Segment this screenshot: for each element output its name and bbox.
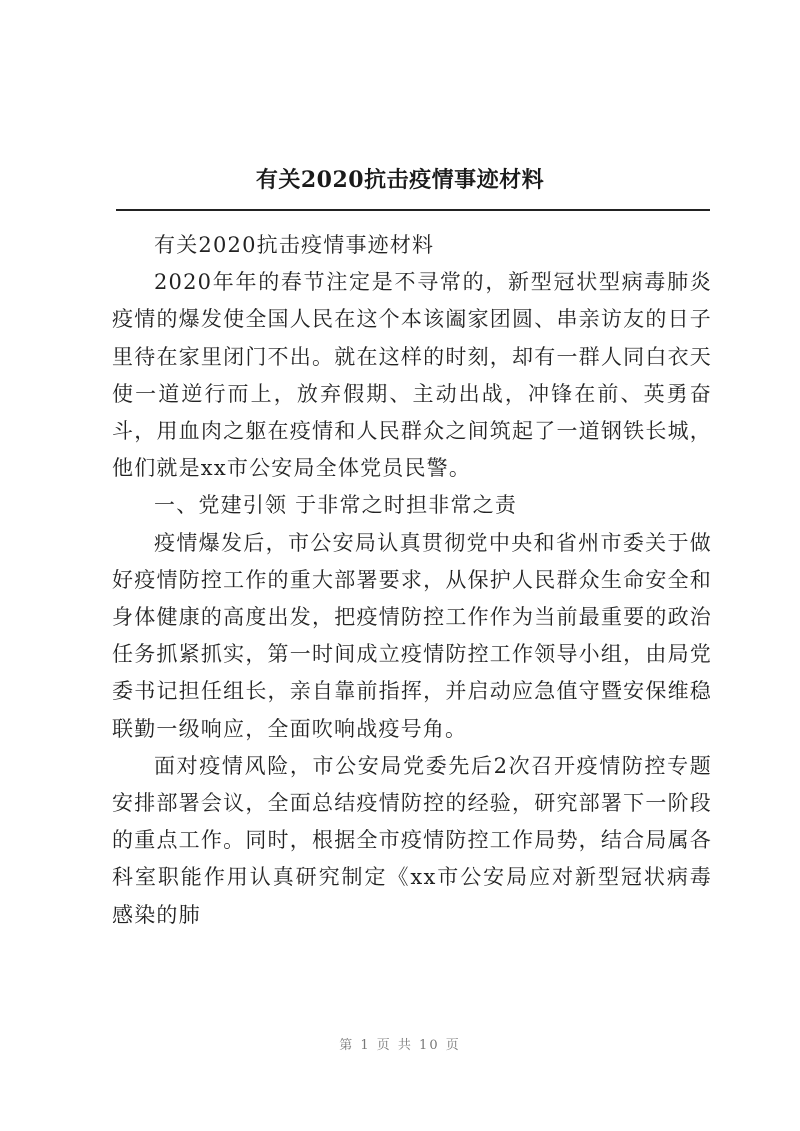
page-number-footer: 第 1 页 共 10 页 [339,1038,461,1053]
title-divider [116,209,710,211]
paragraph-subtitle: 有关2020抗击疫情事迹材料 [154,233,435,257]
paragraph-meetings: 面对疫情风险，市公安局党委先后2次召开疫情防控专题安排部署会议，全面总结疫情防控的经验，研究部署下一阶段的重点工作。同时，根据全市疫情防控工作局势，结合局属各科室职能作用认真研究制定《xx市公安局应对新型冠状病毒感染的肺 [112,753,712,927]
paragraph-response: 疫情爆发后，市公安局认真贯彻党中央和省州市委关于做好疫情防控工作的重大部署要求，从保护人民群众生命安全和身体健康的高度出发，把疫情防控工作作为当前最重要的政治任务抓紧抓实，第一时间成立疫情防控工作领导小组，由局党委书记担任组长，亲自靠前指挥，并启动应急值守暨安保维稳联勤一级响应，全面吹响战疫号角。 [112,530,712,741]
section-heading: 一、党建引领 于非常之时担非常之责 [154,493,518,518]
document-body [112,227,712,934]
paragraph-intro: 2020年年的春节注定是不寻常的，新型冠状型病毒肺炎疫情的爆发使全国人民在这个本该阖家团圆、串亲访友的日子里待在家里闭门不出。就在这样的时刻，却有一群人同白衣天使一道逆行而上，放弃假期、主动出战，冲锋在前、英勇奋斗，用血肉之躯在疫情和人民群众之间筑起了一道钢铁长城，他们就是xx市公安局全体党员民警。 [112,270,712,481]
page-title: 有关2020抗击疫情事迹材料 [255,167,545,193]
